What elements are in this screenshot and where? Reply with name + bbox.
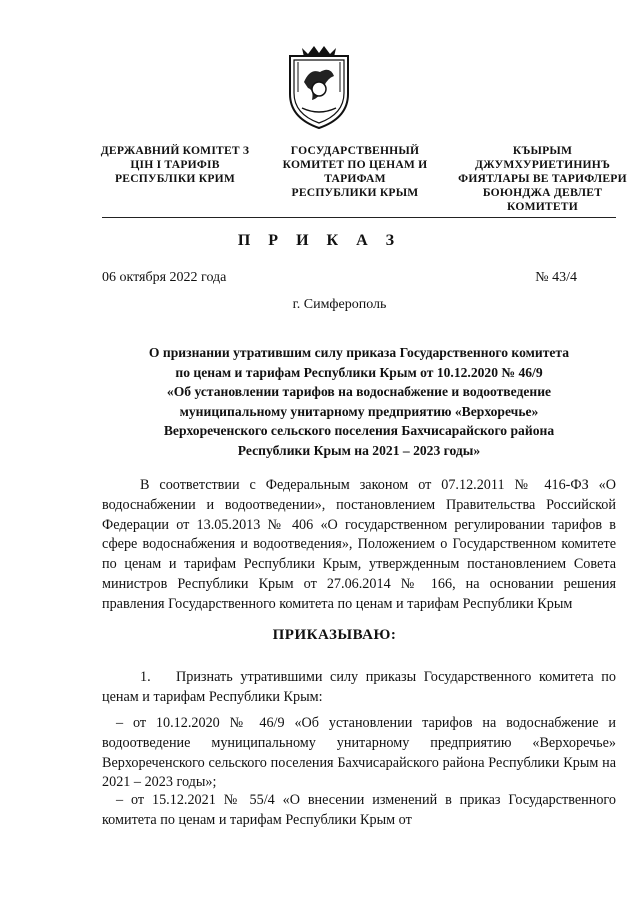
header-divider	[102, 217, 616, 218]
document-title: П Р И К А З	[237, 232, 402, 249]
order-item-1	[102, 668, 616, 708]
header-crh-line: ФИЯТЛАРЫ ВЕ ТАРИФЛЕРИ	[458, 172, 627, 185]
header-ua-line: РЕСПУБЛІКИ КРИМ	[114, 172, 235, 185]
header-ru-line: ТАРИФАМ	[324, 172, 386, 185]
order-subitem: – от 15.12.2021 № 55/4 «О внесении изменений в приказ Государственного комитета по ценам и тарифам Республики Крым от	[102, 792, 616, 828]
issuer-headers	[100, 144, 630, 214]
document-date: 06 октября 2022 года	[102, 270, 227, 285]
order-subitem: – от 10.12.2020 № 46/9 «Об установлении тарифов на водоснабжение и водоотведение муниципальному унитарному предприятию «Верхоречье» Верхореченского сельского поселения Бахчисарайского района Республики Крым на 2021 – 2023 годы»;	[102, 715, 616, 791]
header-ua-line: ДЕРЖАВНИЙ КОМІТЕТ З	[100, 144, 250, 157]
header-ukrainian	[95, 144, 255, 214]
document-number: № 43/4	[535, 270, 577, 285]
header-ru-line: ГОСУДАРСТВЕННЫЙ	[290, 144, 420, 157]
coat-of-arms-emblem	[284, 42, 354, 130]
order-heading: ПРИКАЗЫВАЮ:	[272, 627, 397, 643]
header-ru-line: КОМИТЕТ ПО ЦЕНАМ И	[282, 158, 428, 171]
header-ru-line: РЕСПУБЛИКИ КРЫМ	[291, 186, 419, 199]
header-ua-line: ЦІН І ТАРИФІВ	[130, 158, 220, 171]
header-crh-line: БОЮНДЖА ДЕВЛЕТ	[482, 186, 603, 199]
header-russian	[280, 144, 430, 214]
preamble-paragraph: В соответствии с Федеральным законом от 07.12.2011 № 416-ФЗ «О водоснабжении и водоотведении», постановлением Правительства Российской Федерации от 13.05.2013 № 406 «О государственном регулировании тарифов в сфере водоснабжения и водоотведения», Положением о Государственном комитете по ценам и тарифам Республики Крым, утвержденным постановлением Совета министров Республики Крым от 27.06.2014 № 166, на основании решения правления Государственного комитета по ценам и тарифам Республики Крым	[102, 477, 616, 612]
item-text: Признать утратившими силу приказы Государственного комитета по ценам и тарифам Республики Крым:	[102, 669, 616, 705]
subject-line: «Об установлении тарифов на водоснабжение и водоотведение	[166, 384, 552, 400]
subject-line: муниципальному унитарному предприятию «Верхоречье»	[179, 403, 539, 419]
document-city: г. Симферополь	[292, 297, 387, 312]
item-number: 1.	[140, 669, 151, 685]
subject-line: О признании утратившим силу приказа Государственного комитета	[148, 345, 570, 360]
header-crimean-tatar	[455, 144, 630, 214]
subject-line: Верхореченского сельского поселения Бахчисарайского района	[163, 423, 555, 439]
subject-line: Республики Крым на 2021 – 2023 годы»	[237, 442, 481, 458]
header-crh-line: КЪЫРЫМ	[512, 144, 573, 157]
document-subject	[102, 343, 616, 461]
subject-line: по ценам и тарифам Республики Крым от 10.12.2020 № 46/9	[175, 364, 543, 380]
header-crh-line: ДЖУМХУРИЕТИНИНЪ	[474, 158, 611, 171]
header-crh-line: КОМИТЕТИ	[507, 200, 578, 213]
